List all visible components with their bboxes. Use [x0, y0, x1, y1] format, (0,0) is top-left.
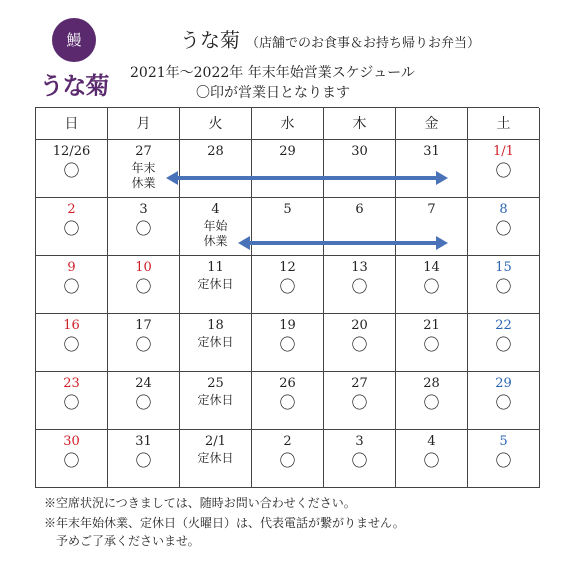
title-subtitle: （店舗でのお食事＆お持ち帰りお弁当） [246, 36, 481, 51]
page-title [180, 24, 480, 53]
day-number: 9 [67, 260, 76, 275]
day-cell [108, 256, 180, 314]
day-cell [252, 314, 324, 372]
day-cell [180, 256, 252, 314]
day-cell [36, 256, 108, 314]
calendar [35, 107, 539, 485]
day-number: 6 [355, 202, 364, 217]
open-day-mark: 〇 [495, 161, 512, 180]
open-day-mark: 〇 [135, 219, 152, 238]
day-number: 4 [211, 202, 220, 217]
day-number: 26 [279, 376, 296, 391]
weekday-header: 土 [468, 108, 540, 140]
footnote-1: ※空席状況につきましては、随時お問い合わせください。 [44, 496, 356, 510]
open-day-mark: 〇 [63, 451, 80, 470]
day-number: 12 [279, 260, 296, 275]
open-day-mark: 〇 [63, 335, 80, 354]
day-number: 19 [279, 318, 296, 333]
day-number: 23 [63, 376, 80, 391]
weekday-header: 金 [396, 108, 468, 140]
day-number: 27 [351, 376, 368, 391]
closure-arrow-new-year [238, 236, 448, 250]
day-cell [108, 198, 180, 256]
day-number: 4 [427, 434, 436, 449]
eel-kanji-icon: 鰻 [52, 18, 96, 62]
closure-arrow-year-end [166, 171, 448, 185]
day-cell [180, 140, 252, 198]
open-day-mark: 〇 [423, 277, 440, 296]
day-number: 31 [135, 434, 152, 449]
day-number: 31 [423, 144, 440, 159]
open-day-mark: 〇 [63, 393, 80, 412]
day-number: 14 [423, 260, 440, 275]
weekday-header: 木 [324, 108, 396, 140]
open-day-mark: 〇 [63, 161, 80, 180]
day-cell [180, 372, 252, 430]
day-number: 2 [67, 202, 76, 217]
day-cell [324, 430, 396, 488]
day-number: 18 [207, 318, 224, 333]
day-number: 5 [283, 202, 292, 217]
day-cell [36, 140, 108, 198]
day-cell [324, 314, 396, 372]
open-day-mark: 〇 [423, 335, 440, 354]
day-cell [396, 140, 468, 198]
day-number: 3 [355, 434, 364, 449]
title-text: うな菊 [180, 28, 240, 52]
day-number: 30 [63, 434, 80, 449]
open-day-mark: 〇 [135, 451, 152, 470]
day-cell [36, 314, 108, 372]
open-day-mark: 〇 [63, 277, 80, 296]
day-cell [252, 256, 324, 314]
day-number: 24 [135, 376, 152, 391]
day-number: 29 [279, 144, 296, 159]
day-number: 8 [499, 202, 508, 217]
open-day-mark: 〇 [495, 335, 512, 354]
day-cell [396, 372, 468, 430]
closure-label: 定休日 [197, 451, 234, 465]
footnote-2: ※年末年始休業、定休日（火曜日）は、代表電話が繋がりません。 [44, 516, 405, 530]
footnote-3: 予めご了承くださいませ。 [44, 534, 200, 548]
open-day-mark: 〇 [135, 335, 152, 354]
day-number: 15 [495, 260, 512, 275]
open-day-mark: 〇 [279, 451, 296, 470]
day-cell [396, 430, 468, 488]
day-number: 25 [207, 376, 224, 391]
open-day-mark: 〇 [135, 393, 152, 412]
open-day-mark: 〇 [495, 451, 512, 470]
day-number: 30 [351, 144, 368, 159]
day-number: 16 [63, 318, 80, 333]
day-cell [252, 430, 324, 488]
day-cell [324, 256, 396, 314]
closure-label: 定休日 [197, 335, 234, 349]
open-day-mark: 〇 [279, 277, 296, 296]
day-number: 3 [139, 202, 148, 217]
day-cell [36, 430, 108, 488]
day-cell [108, 314, 180, 372]
calendar-grid [35, 107, 539, 488]
day-cell [108, 372, 180, 430]
day-number: 20 [351, 318, 368, 333]
day-number: 2/1 [205, 434, 226, 449]
open-day-mark: 〇 [423, 451, 440, 470]
closure-label: 年末 休業 [131, 161, 156, 190]
day-number: 27 [135, 144, 152, 159]
day-number: 29 [495, 376, 512, 391]
day-number: 1/1 [493, 144, 514, 159]
day-cell [108, 140, 180, 198]
day-number: 7 [427, 202, 436, 217]
day-number: 2 [283, 434, 292, 449]
day-cell [252, 372, 324, 430]
day-number: 22 [495, 318, 512, 333]
schedule-heading: 2021年～2022年 年末年始営業スケジュール [130, 65, 415, 81]
open-day-mark: 〇 [135, 277, 152, 296]
day-number: 12/26 [52, 144, 91, 159]
day-cell [36, 198, 108, 256]
logo-text: うな菊 [39, 72, 109, 100]
day-cell [468, 314, 540, 372]
day-number: 28 [207, 144, 224, 159]
day-cell [468, 430, 540, 488]
day-number: 11 [207, 260, 224, 275]
day-cell [396, 314, 468, 372]
closure-label: 定休日 [197, 393, 234, 407]
open-day-mark: 〇 [495, 393, 512, 412]
open-day-mark: 〇 [423, 393, 440, 412]
day-cell [468, 140, 540, 198]
day-number: 17 [135, 318, 152, 333]
open-day-mark: 〇 [351, 393, 368, 412]
open-day-mark: 〇 [495, 277, 512, 296]
day-cell [36, 372, 108, 430]
day-cell [324, 372, 396, 430]
day-number: 5 [499, 434, 508, 449]
logo [34, 16, 114, 100]
day-cell [324, 140, 396, 198]
schedule-legend: 〇印が営業日となります [196, 85, 350, 101]
weekday-header: 水 [252, 108, 324, 140]
open-day-mark: 〇 [63, 219, 80, 238]
weekday-header: 日 [36, 108, 108, 140]
day-number: 13 [351, 260, 368, 275]
open-day-mark: 〇 [351, 335, 368, 354]
day-cell [396, 256, 468, 314]
open-day-mark: 〇 [351, 277, 368, 296]
day-cell [468, 372, 540, 430]
day-number: 28 [423, 376, 440, 391]
weekday-header: 月 [108, 108, 180, 140]
day-number: 10 [135, 260, 152, 275]
day-number: 21 [423, 318, 440, 333]
weekday-header: 火 [180, 108, 252, 140]
day-cell [180, 314, 252, 372]
day-cell [252, 140, 324, 198]
open-day-mark: 〇 [279, 335, 296, 354]
day-cell [468, 256, 540, 314]
open-day-mark: 〇 [495, 219, 512, 238]
open-day-mark: 〇 [351, 451, 368, 470]
closure-label: 年始 休業 [203, 219, 228, 248]
day-cell [468, 198, 540, 256]
day-cell [180, 430, 252, 488]
day-cell [108, 430, 180, 488]
closure-label: 定休日 [197, 277, 234, 291]
open-day-mark: 〇 [279, 393, 296, 412]
